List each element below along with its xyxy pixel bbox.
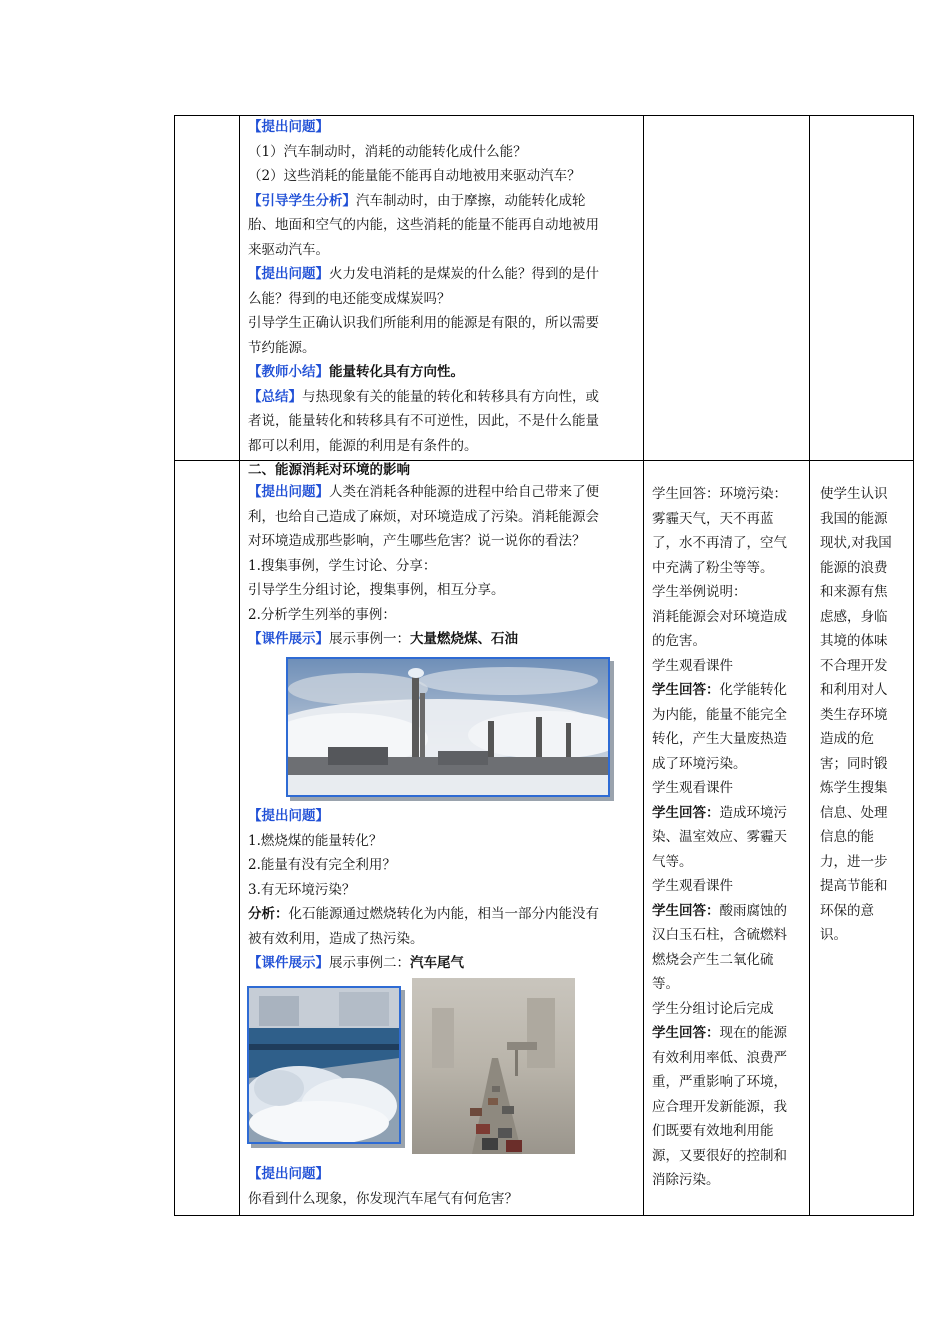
conclusion-text: 者说，能量转化和转移具有不可逆性，因此，不是什么能量	[248, 413, 599, 429]
conclusion-tag: 【总结】	[248, 388, 302, 405]
student-response-line	[652, 703, 807, 728]
guidance-text: 节约能源。	[248, 339, 316, 356]
teacher-summary-tag: 【教师小结】	[248, 364, 329, 380]
table-col-divider-1	[239, 115, 240, 1216]
smog-illustration	[412, 978, 575, 1154]
student-response-line	[652, 997, 807, 1022]
analysis-text: 被有效利用，造成了热污染。	[248, 930, 424, 947]
student-response-text: 等。	[652, 976, 679, 992]
teacher-activity-cell-1	[248, 115, 640, 458]
student-response-text: 转化，产生大量废热造	[652, 731, 787, 747]
student-response-text: 气等。	[652, 853, 693, 870]
question-text: 利，也给自己造成了麻烦，对环境造成了污染。消耗能源会	[248, 508, 599, 525]
student-response-text: 学生观看课件	[652, 878, 733, 894]
table-border-right	[913, 115, 914, 1216]
question-text: 么能？得到的电还能变成煤炭吗？	[248, 290, 451, 307]
question-text: 你看到什么现象，你发现汽车尾气有何危害？	[248, 1190, 518, 1207]
question-text: 对环境造成那些影响，产生哪些危害？说一说你的看法？	[248, 533, 586, 549]
student-response-line	[652, 556, 807, 581]
student-response-text: 雾霾天气，天不再蓝	[652, 510, 774, 527]
truck-exhaust-image	[247, 986, 401, 1144]
table-border-bottom	[174, 1215, 914, 1216]
student-response-line	[652, 654, 807, 679]
question-item: 2.能量有没有完全利用？	[248, 857, 396, 873]
student-response-line	[652, 776, 807, 801]
student-response-text: 学生回答：环境污染：	[652, 486, 787, 502]
student-response-text: 为内能，能量不能完全	[652, 706, 787, 723]
question-item: 1.燃烧煤的能量转化？	[248, 832, 383, 849]
student-response-line	[652, 1144, 807, 1169]
student-response-line	[652, 482, 807, 507]
student-response-text: 化学能转化	[719, 682, 787, 698]
question-line: （2）这些消耗的能量能不能再自动地被用来驱动汽车？	[248, 168, 581, 184]
summary-text: 能量转化具有方向性。	[329, 364, 464, 380]
student-response-text: 学生举例说明：	[652, 584, 747, 600]
guide-text: 汽车制动时，由于摩擦，动能转化成轮	[356, 192, 586, 209]
question-text: 火力发电消耗的是煤炭的什么能？得到的是什	[329, 266, 599, 282]
student-response-line	[652, 923, 807, 948]
student-response-text: 们既要有效地利用能	[652, 1123, 774, 1139]
student-response-line	[652, 801, 807, 826]
student-response-text: 了，水不再清了，空气	[652, 535, 787, 551]
example-text: 展示事例一：	[329, 631, 410, 647]
student-activity-cell	[652, 482, 807, 1193]
table-col-divider-3	[809, 115, 810, 1216]
student-response-text: 消耗能源会对环境造成	[652, 608, 787, 625]
design-intent-line: 能源的浪费	[820, 559, 888, 576]
design-intent-line: 环保的意	[820, 902, 874, 919]
question-item: 3.有无环境污染？	[248, 881, 356, 898]
design-intent-line: 和利用对人	[820, 682, 888, 698]
student-response-line	[652, 1095, 807, 1120]
design-intent-line: 虑感，身临	[820, 608, 888, 625]
student-response-text: 学生观看课件	[652, 657, 733, 674]
teacher-activity-cell-2a	[248, 460, 640, 652]
design-intent-line: 炼学生搜集	[820, 780, 888, 796]
ask-question-tag: 【提出问题】	[248, 484, 329, 500]
example-title: 汽车尾气	[410, 955, 464, 971]
design-intent-line: 和来源有焦	[820, 584, 888, 600]
student-response-text: 应合理开发新能源，我	[652, 1098, 787, 1115]
conclusion-text: 与热现象有关的能量的转化和转移具有方向性，或	[302, 388, 599, 405]
ask-question-tag: 【提出问题】	[248, 1166, 329, 1182]
design-intent-line: 其境的体味	[820, 633, 888, 649]
student-response-line	[652, 1168, 807, 1193]
student-response-line	[652, 1070, 807, 1095]
student-response-line	[652, 531, 807, 556]
design-intent-line: 害；同时锻	[820, 755, 888, 772]
student-response-line	[652, 605, 807, 630]
student-response-line	[652, 629, 807, 654]
design-intent-line: 信息、处理	[820, 804, 888, 821]
courseware-tag: 【课件展示】	[248, 955, 329, 971]
student-response-line	[652, 752, 807, 777]
teacher-activity-cell-2b	[248, 804, 640, 976]
student-response-line	[652, 850, 807, 875]
student-response-text: 重，严重影响了环境，	[652, 1074, 787, 1090]
design-intent-line: 不合理开发	[820, 657, 888, 674]
design-intent-line: 识。	[820, 927, 847, 943]
student-response-text: 学生分组讨论后完成	[652, 1000, 774, 1017]
student-response-text: 现在的能源	[719, 1025, 787, 1041]
teacher-activity-cell-2c	[248, 1162, 640, 1211]
student-response-text: 有效利用率低、浪费严	[652, 1049, 787, 1066]
student-response-line	[652, 507, 807, 532]
courseware-tag: 【课件展示】	[248, 631, 329, 647]
guide-analysis-tag: 【引导学生分析】	[248, 192, 356, 209]
table-border-left	[174, 115, 175, 1216]
table-col-divider-2	[643, 115, 644, 1216]
student-answer-label: 学生回答：	[652, 682, 720, 698]
question-text: 人类在消耗各种能源的进程中给自己带来了便	[329, 484, 599, 500]
guide-text: 胎、地面和空气的内能，这些消耗的能量不能再自动地被用	[248, 217, 599, 233]
ask-question-tag: 【提出问题】	[248, 119, 329, 135]
design-intent-line: 现状,对我国	[820, 535, 892, 551]
student-response-text: 造成环境污	[719, 804, 787, 821]
student-response-line	[652, 948, 807, 973]
student-response-line	[652, 972, 807, 997]
question-line: （1）汽车制动时，消耗的动能转化成什么能？	[248, 143, 527, 160]
analysis-label: 分析：	[248, 906, 289, 922]
guidance-text: 引导学生正确认识我们所能利用的能源是有限的，所以需要	[248, 315, 599, 331]
analysis-text: 化石能源通过燃烧转化为内能，相当一部分内能没有	[288, 906, 599, 922]
ask-question-tag: 【提出问题】	[248, 266, 329, 282]
section-heading: 二、能源消耗对环境的影响	[248, 462, 410, 478]
design-intent-line: 类生存环境	[820, 706, 888, 723]
student-answer-label: 学生回答：	[652, 804, 720, 821]
student-response-text: 汉白玉石柱，含硫燃料	[652, 927, 787, 943]
step-text: 引导学生分组讨论，搜集事例，相互分享。	[248, 582, 505, 598]
example-title: 大量燃烧煤、石油	[410, 631, 518, 647]
conclusion-text: 都可以利用，能源的利用是有条件的。	[248, 437, 478, 454]
student-response-text: 源，又要很好的控制和	[652, 1147, 787, 1164]
exhaust-illustration	[249, 988, 399, 1142]
example-text: 展示事例二：	[329, 955, 410, 971]
student-response-text: 酸雨腐蚀的	[719, 902, 787, 919]
student-response-text: 学生观看课件	[652, 780, 733, 796]
student-response-text: 成了环境污染。	[652, 755, 747, 772]
step-text: 1.搜集事例，学生讨论、分享：	[248, 557, 437, 574]
design-intent-line: 使学生认识	[820, 486, 888, 502]
student-response-line	[652, 727, 807, 752]
student-response-text: 中充满了粉尘等等。	[652, 559, 774, 576]
student-response-text: 染、温室效应、雾霾天	[652, 829, 787, 845]
student-response-text: 的危害。	[652, 633, 706, 649]
design-intent-line: 我国的能源	[820, 510, 888, 527]
student-response-line	[652, 1046, 807, 1071]
design-intent-cell	[820, 482, 910, 948]
smog-traffic-image	[412, 978, 575, 1154]
design-intent-line: 信息的能	[820, 829, 874, 845]
student-response-line	[652, 1119, 807, 1144]
student-response-text: 消除污染。	[652, 1172, 720, 1188]
ask-question-tag: 【提出问题】	[248, 808, 329, 824]
student-response-line	[652, 825, 807, 850]
factory-pollution-image	[286, 657, 610, 797]
student-response-line	[652, 678, 807, 703]
design-intent-line: 力，进一步	[820, 853, 888, 870]
student-response-line	[652, 1021, 807, 1046]
guide-text: 来驱动汽车。	[248, 241, 329, 258]
student-response-line	[652, 874, 807, 899]
step-text: 2.分析学生列举的事例：	[248, 606, 396, 623]
smokestack-illustration	[288, 659, 608, 795]
student-response-line	[652, 580, 807, 605]
design-intent-line: 提高节能和	[820, 878, 888, 894]
student-response-text: 燃烧会产生二氧化硫	[652, 951, 774, 968]
student-answer-label: 学生回答：	[652, 902, 720, 919]
student-answer-label: 学生回答：	[652, 1025, 720, 1041]
student-response-line	[652, 899, 807, 924]
design-intent-line: 造成的危	[820, 731, 874, 747]
